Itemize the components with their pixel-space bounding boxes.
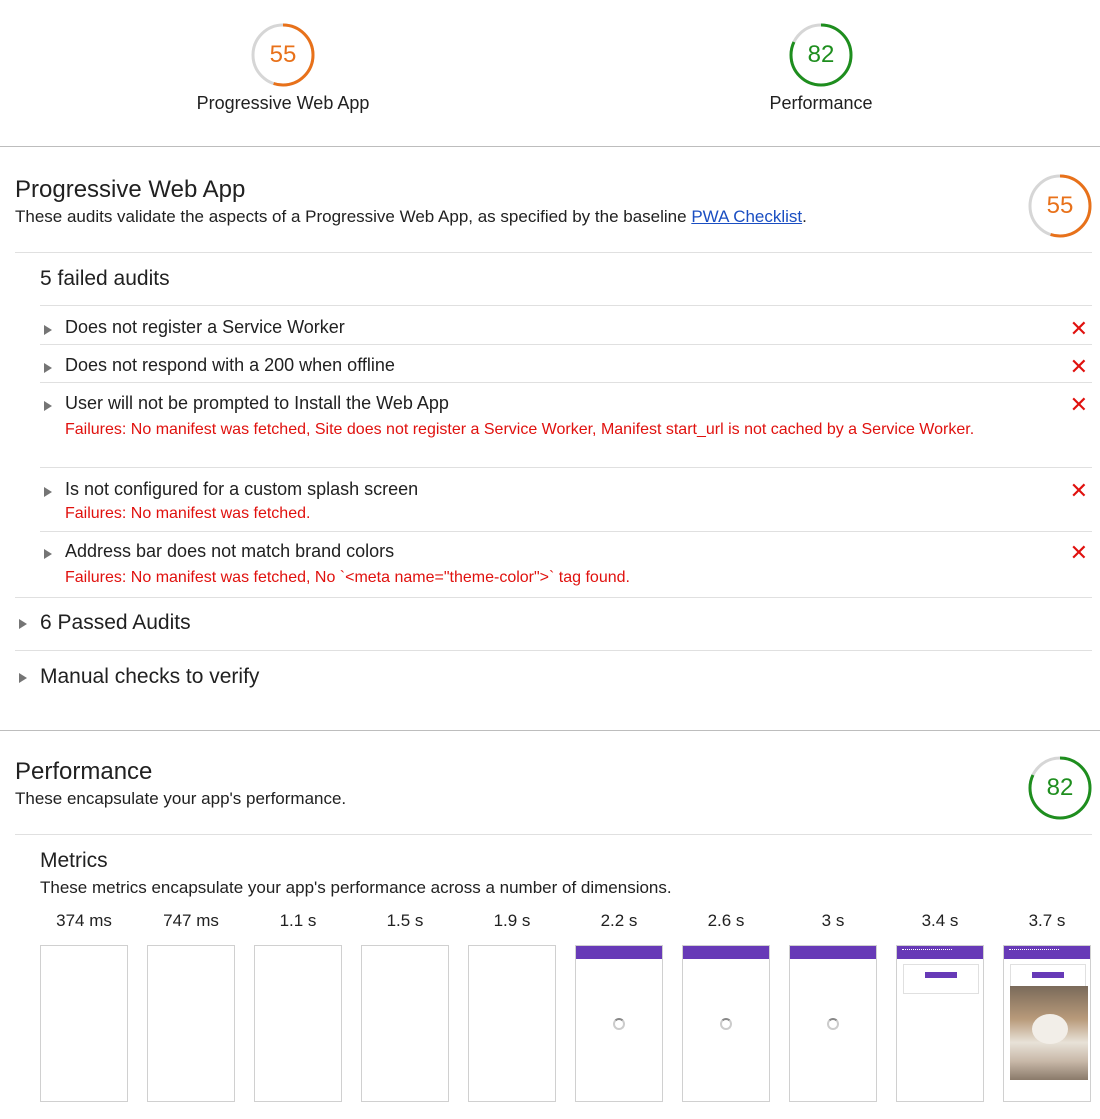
- divider: [15, 252, 1092, 253]
- expand-triangle-icon[interactable]: [19, 673, 27, 683]
- audit-title: User will not be prompted to Install the Web App: [65, 393, 449, 413]
- frame-time: 747 ms: [163, 911, 219, 930]
- filmstrip-frame: [40, 945, 128, 1102]
- frame-time: 1.1 s: [279, 911, 317, 930]
- app-header-bar: [897, 946, 983, 959]
- filmstrip-frame: [896, 945, 984, 1102]
- filmstrip-frame: [1003, 945, 1091, 1102]
- gauge-score: 82: [1046, 774, 1074, 801]
- expand-triangle-icon[interactable]: [44, 325, 52, 335]
- section-divider: [0, 146, 1100, 147]
- app-header-title: [1009, 949, 1059, 953]
- divider: [40, 382, 1092, 383]
- failed-audits-title: 5 failed audits: [40, 267, 170, 290]
- filmstrip-frame: [147, 945, 235, 1102]
- audit-title: Is not configured for a custom splash screen: [65, 479, 419, 499]
- section-title-pwa: Progressive Web App: [15, 176, 246, 203]
- fail-x-icon: ✕: [1069, 354, 1088, 379]
- gauge-score: 55: [269, 41, 297, 68]
- app-header-bar: [790, 946, 876, 959]
- frame-time: 1.5 s: [386, 911, 424, 930]
- section-score-gauge-pwa: [1028, 174, 1092, 238]
- filmstrip-frame: [468, 945, 556, 1102]
- passed-audits-label: 6 Passed Audits: [40, 611, 191, 634]
- frame-time: 3.4 s: [921, 911, 959, 930]
- gauge-label: Performance: [769, 93, 873, 113]
- divider: [15, 834, 1092, 835]
- loading-spinner-icon: [613, 1018, 625, 1030]
- cat-face: [1032, 1014, 1068, 1044]
- filmstrip-frame: [682, 945, 770, 1102]
- audit-failure-text: Failures: No manifest was fetched, No `<meta name="theme-color">` tag found.: [65, 569, 630, 586]
- frame-time: 3 s: [821, 911, 845, 930]
- expand-triangle-icon[interactable]: [44, 549, 52, 559]
- audit-title: Does not register a Service Worker: [65, 317, 345, 337]
- pwa-checklist-link[interactable]: PWA Checklist: [691, 207, 803, 226]
- section-title-performance: Performance: [15, 758, 153, 785]
- score-gauge: [251, 23, 315, 87]
- description-suffix: .: [802, 207, 807, 226]
- metrics-description: These metrics encapsulate your app's performance across a number of dimensions.: [40, 878, 672, 897]
- filmstrip-frame: [789, 945, 877, 1102]
- section-divider: [0, 730, 1100, 731]
- fail-x-icon: ✕: [1069, 392, 1088, 417]
- expand-triangle-icon[interactable]: [19, 619, 27, 629]
- fail-x-icon: ✕: [1069, 316, 1088, 341]
- app-header-bar: [576, 946, 662, 959]
- app-header-bar: [1004, 946, 1090, 959]
- app-card: [903, 964, 979, 994]
- divider: [15, 597, 1092, 598]
- summary-gauge-pwa[interactable]: [183, 23, 383, 114]
- divider: [40, 531, 1092, 532]
- app-button: [925, 972, 957, 978]
- fail-x-icon: ✕: [1069, 540, 1088, 565]
- metrics-title: Metrics: [40, 849, 108, 872]
- audit-title: Address bar does not match brand colors: [65, 541, 395, 561]
- filmstrip-frame: [575, 945, 663, 1102]
- audit-title: Does not respond with a 200 when offline: [65, 355, 395, 375]
- frame-time: 374 ms: [56, 911, 112, 930]
- app-header-bar: [683, 946, 769, 959]
- frame-time: 2.6 s: [707, 911, 745, 930]
- divider: [40, 344, 1092, 345]
- frame-time: 1.9 s: [493, 911, 531, 930]
- divider: [15, 650, 1092, 651]
- gauge-score: 82: [807, 41, 835, 68]
- section-description-pwa: [15, 207, 807, 227]
- app-button: [1032, 972, 1064, 978]
- audit-failure-text: Failures: No manifest was fetched.: [65, 505, 311, 522]
- section-description-performance: These encapsulate your app's performance.: [15, 789, 347, 808]
- filmstrip-frame: [254, 945, 342, 1102]
- gauge-score: 55: [1046, 192, 1074, 219]
- expand-triangle-icon[interactable]: [44, 401, 52, 411]
- expand-triangle-icon[interactable]: [44, 363, 52, 373]
- loading-spinner-icon: [720, 1018, 732, 1030]
- score-gauge: [789, 23, 853, 87]
- loading-spinner-icon: [827, 1018, 839, 1030]
- divider: [40, 467, 1092, 468]
- gauge-label: Progressive Web App: [196, 93, 370, 113]
- frame-time: 2.2 s: [600, 911, 638, 930]
- fail-x-icon: ✕: [1069, 478, 1088, 503]
- description-text: These audits validate the aspects of a Progressive Web App, as specified by the baseline: [15, 207, 692, 226]
- summary-gauge-performance[interactable]: [721, 23, 921, 114]
- frame-time: 3.7 s: [1028, 911, 1066, 930]
- audit-failure-text: Failures: No manifest was fetched, Site does not register a Service Worker, Manifest start_url is not cached by a Service Worker.: [65, 421, 975, 438]
- filmstrip-frame: [361, 945, 449, 1102]
- manual-checks-label: Manual checks to verify: [40, 665, 260, 688]
- section-score-gauge-performance: [1028, 756, 1092, 820]
- cat-photo: [1010, 986, 1088, 1080]
- app-header-title: [902, 949, 952, 953]
- divider: [40, 305, 1092, 306]
- expand-triangle-icon[interactable]: [44, 487, 52, 497]
